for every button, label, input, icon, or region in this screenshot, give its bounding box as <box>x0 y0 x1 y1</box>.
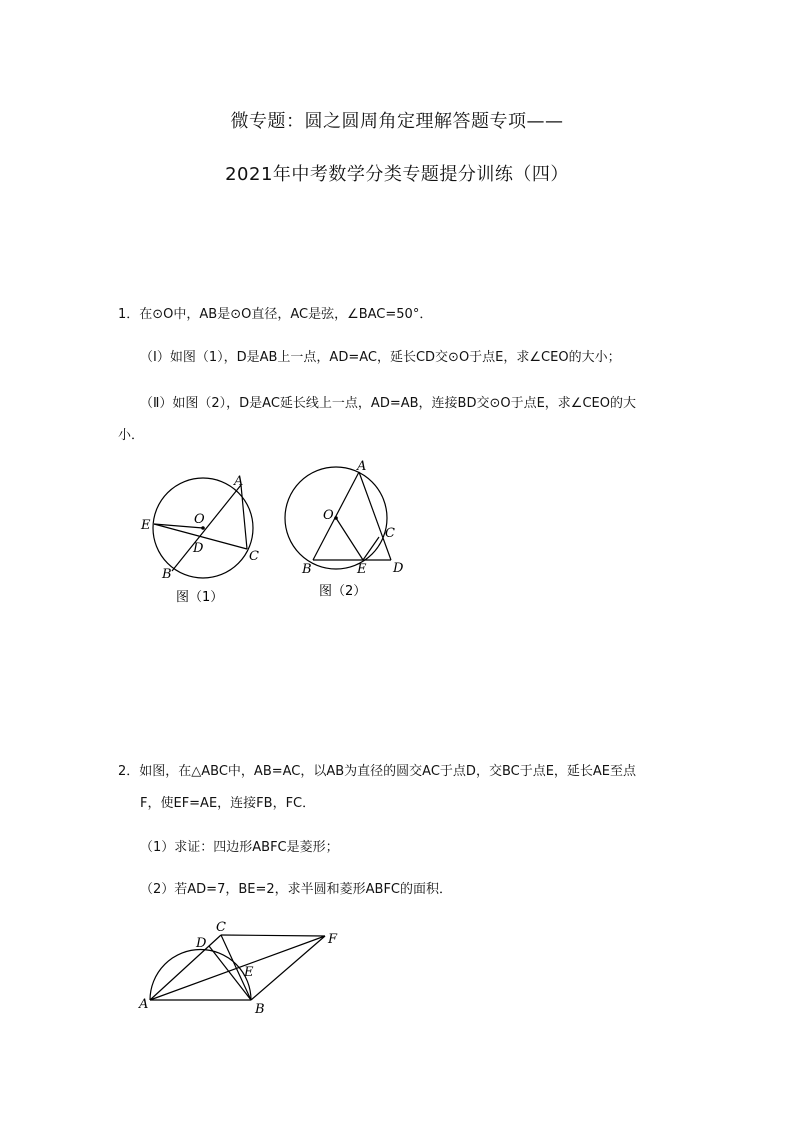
fig1-label-d: D <box>193 541 204 556</box>
fig1-label-e: E <box>141 518 151 533</box>
document-title-line1: 微专题：圆之圆周角定理解答题专项—— <box>230 111 564 132</box>
q2-fig-label-b: B <box>255 1002 265 1017</box>
q1-figure-1 <box>130 462 280 612</box>
q2-fig-label-a: A <box>139 997 149 1012</box>
fig2-label-c: C <box>385 526 395 541</box>
q2-fig-label-d: D <box>196 936 207 951</box>
q2-stem-line1: 2．如图，在△ABC中，AB=AC，以AB为直径的圆交AC于点D，交BC于点E，延长AE至点 <box>118 764 637 779</box>
q2-fig-label-f: F <box>328 932 338 947</box>
fig2-label-a: A <box>357 459 367 474</box>
q1-part1: （Ⅰ）如图（1），D是AB上一点，AD=AC，延长CD交⊙O于点E，求∠CEO的大小； <box>140 350 621 365</box>
fig1-label-a: A <box>234 474 244 489</box>
fig2-label-b: B <box>302 562 312 577</box>
fig2-label-o: O <box>323 508 334 523</box>
q2-fig-label-e: E <box>244 965 254 980</box>
fig1-label-c: C <box>249 549 259 564</box>
document-title-line2: 2021年中考数学分类专题提分训练（四） <box>225 164 569 185</box>
q1-part2-line2: 小． <box>118 428 145 443</box>
fig1-caption: 图（1） <box>176 590 224 605</box>
fig2-label-e: E <box>357 562 367 577</box>
q1-stem: 1．在⊙O中，AB是⊙O直径，AC是弦，∠BAC=50°． <box>118 307 433 322</box>
q2-fig-label-c: C <box>216 920 226 935</box>
q2-part1: （1）求证：四边形ABFC是菱形； <box>140 840 339 855</box>
fig1-label-o: O <box>194 512 205 527</box>
fig2-label-d: D <box>393 561 404 576</box>
fig1-label-b: B <box>162 567 172 582</box>
q2-figure <box>135 915 345 1020</box>
q1-figure-2 <box>280 455 410 605</box>
q2-stem-line2: F，使EF=AE，连接FB，FC． <box>140 796 316 811</box>
q1-part2-line1: （Ⅱ）如图（2），D是AC延长线上一点，AD=AB，连接BD交⊙O于点E，求∠CEO的大 <box>140 396 636 411</box>
fig2-caption: 图（2） <box>319 584 367 599</box>
q2-part2: （2）若AD=7，BE=2，求半圆和菱形ABFC的面积． <box>140 882 453 897</box>
